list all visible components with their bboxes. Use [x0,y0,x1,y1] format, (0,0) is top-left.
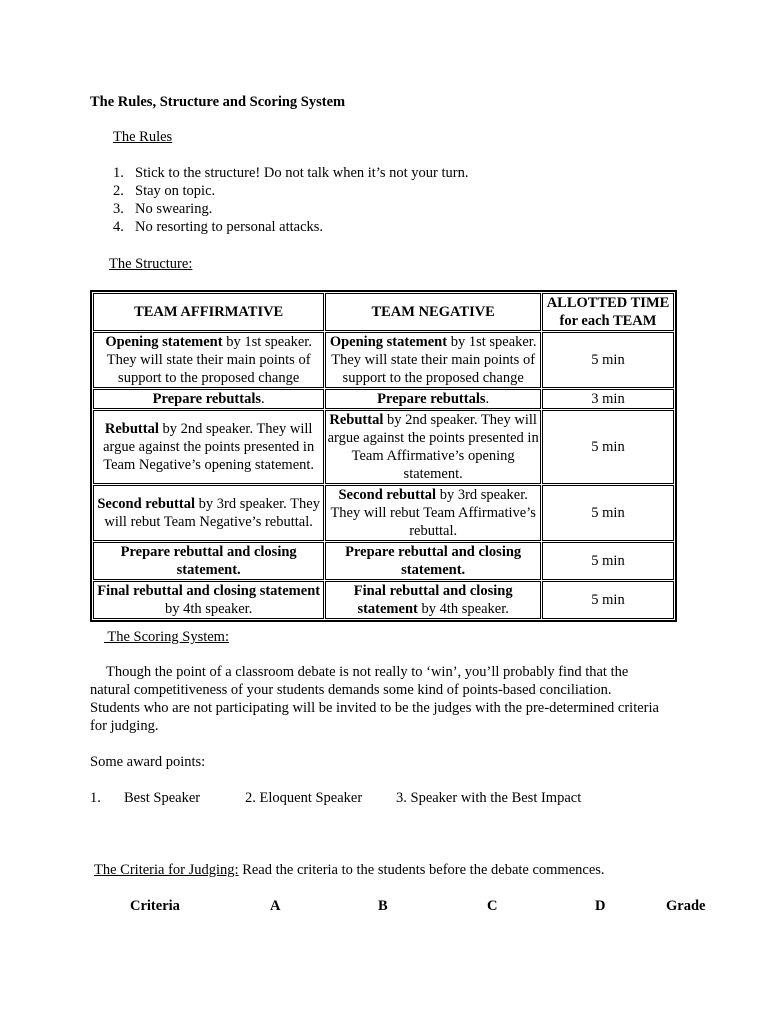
time-cell: 5 min [542,410,674,484]
time-cell: 5 min [542,581,674,619]
structure-heading: The Structure: [109,256,193,272]
list-number: 3. [113,201,124,217]
time-cell: 3 min [542,389,674,409]
header-allotted-time: ALLOTTED TIME for each TEAM [542,293,674,331]
award-best-impact: 3. Speaker with the Best Impact [396,790,582,806]
table-row [93,485,674,541]
criteria-column-grade: Grade [666,898,706,914]
scoring-heading: The Scoring System: [104,629,229,645]
list-item [113,200,468,218]
time-cell: 5 min [542,542,674,580]
criteria-column-b: B [378,898,388,914]
table-row [93,581,674,619]
criteria-column-d: D [595,898,606,914]
table-header-row [93,293,674,331]
list-text: Stay on topic. [135,183,216,199]
criteria-column-c: C [487,898,498,914]
negative-cell: Final rebuttal and closing statement by 4th speaker. [325,581,541,619]
negative-cell: Rebuttal by 2nd speaker. They will argue against the points presented in Team Affirmative’s opening statement. [325,410,541,484]
list-text: No swearing. [135,201,213,217]
list-item [113,164,468,182]
criteria-line [94,862,605,879]
header-team-affirmative: TEAM AFFIRMATIVE [93,293,324,331]
table-row [93,410,674,484]
rules-heading: The Rules [113,129,173,145]
list-text: Stick to the structure! Do not talk when it’s not your turn. [135,165,469,181]
award-number: 1. [90,790,101,806]
list-item [113,182,468,200]
list-text: No resorting to personal attacks. [135,219,324,235]
criteria-column-a: A [270,898,281,914]
award-best-speaker: Best Speaker [124,790,201,806]
criteria-heading: The Criteria for Judging: [94,862,239,878]
page-title: The Rules, Structure and Scoring System [90,94,346,110]
time-cell: 5 min [542,485,674,541]
negative-cell: Prepare rebuttals. [325,389,541,409]
structure-table [90,290,677,622]
list-number: 1. [113,165,124,181]
criteria-column-criteria: Criteria [130,898,180,914]
table-row [93,332,674,388]
affirmative-cell: Final rebuttal and closing statement by 4th speaker. [93,581,324,619]
list-number: 2. [113,183,124,199]
affirmative-cell: Opening statement by 1st speaker. They will state their main points of support to the proposed change [93,332,324,388]
header-team-negative: TEAM NEGATIVE [325,293,541,331]
award-eloquent-speaker: 2. Eloquent Speaker [245,790,363,806]
affirmative-cell: Rebuttal by 2nd speaker. They will argue against the points presented in Team Negative’s opening statement. [93,410,324,484]
table-row [93,542,674,580]
list-item [113,218,468,236]
award-intro: Some award points: [90,754,206,770]
negative-cell: Opening statement by 1st speaker. They will state their main points of support to the proposed change [325,332,541,388]
criteria-note: Read the criteria to the students before the debate commences. [238,862,605,878]
affirmative-cell: Second rebuttal by 3rd speaker. They will rebut Team Negative’s rebuttal. [93,485,324,541]
negative-cell: Second rebuttal by 3rd speaker. They will rebut Team Affirmative’s rebuttal. [325,485,541,541]
table-row [93,389,674,409]
negative-cell: Prepare rebuttal and closing statement. [325,542,541,580]
affirmative-cell: Prepare rebuttal and closing statement. [93,542,324,580]
list-number: 4. [113,219,124,235]
time-cell: 5 min [542,332,674,388]
scoring-paragraph: Though the point of a classroom debate is not really to ‘win’, you’ll probably find that the natural competitiveness of your students demands some kind of points-based conciliation. Students who are not participating will be invited to be the judges with the pre-determined criteria for judging. [90,664,659,734]
affirmative-cell: Prepare rebuttals. [93,389,324,409]
rules-list [113,164,468,236]
